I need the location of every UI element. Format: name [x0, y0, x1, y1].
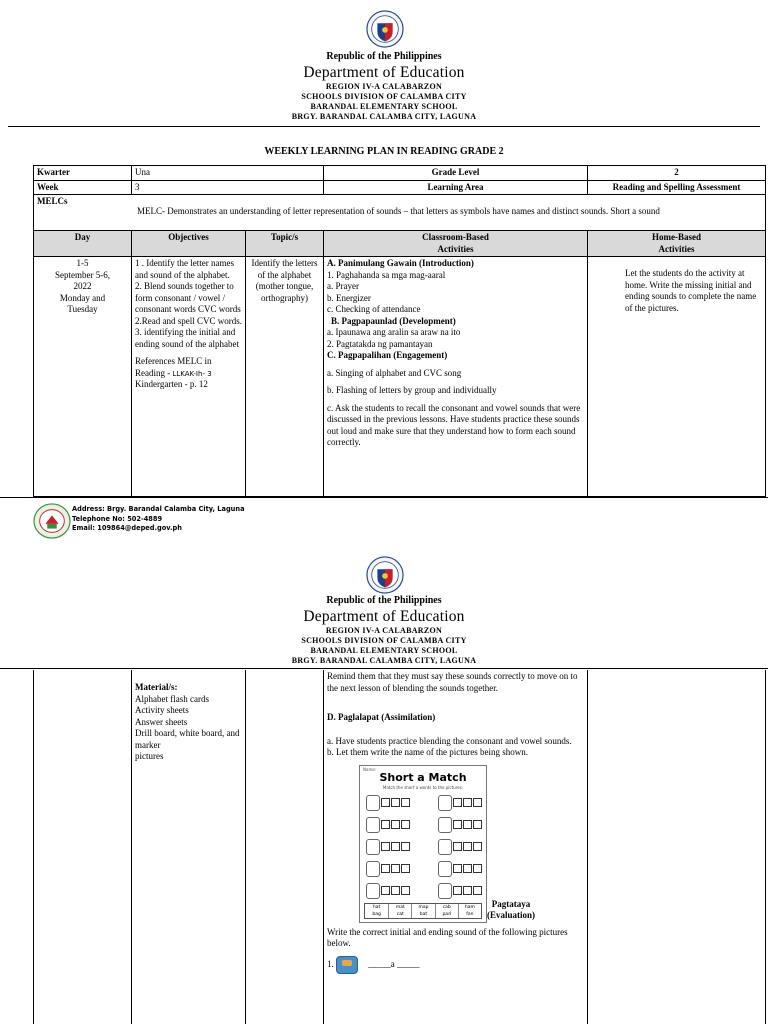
day-dates: September 5-6,	[55, 269, 110, 280]
topic-cell: Identify the letters of the alphabet (mother tongue, orthography)	[246, 257, 324, 497]
day-header: Day	[34, 231, 132, 257]
worksheet-name-line: Name:	[363, 766, 377, 772]
word-bank-item: ham	[458, 904, 481, 911]
activity-d-item-2: b. Let them write the name of the pictures being shown.	[327, 747, 528, 758]
weekly-plan-table	[33, 165, 766, 497]
day-cell-empty	[34, 670, 132, 1024]
objective-reference	[135, 356, 242, 379]
worksheet-row	[366, 814, 482, 836]
fan-picture-icon	[438, 817, 452, 833]
plan-title: WEEKLY LEARNING PLAN IN READING GRADE 2	[264, 146, 504, 157]
activity-c-item-2: b. Flashing of letters by group and individually	[327, 385, 497, 396]
word-bank-item: pad	[435, 911, 458, 918]
objective-3: 2.Read and spell CVC words.	[135, 315, 242, 326]
department-heading: Department of Education	[303, 608, 465, 625]
day-weekday-1: Monday and	[59, 292, 106, 303]
page-2	[0, 548, 768, 1024]
word-bank-item: map	[411, 904, 434, 911]
home-header-line2: Activities	[658, 243, 695, 254]
week-value: 3	[132, 180, 324, 195]
word-bank-item: cat	[388, 911, 411, 918]
school-address-heading: BRGY. BARANDAL CALAMBA CITY, LAGUNA	[291, 656, 477, 665]
melcs-label: MELCs	[37, 196, 68, 207]
activity-a-item-4: c. Checking of attendance	[327, 304, 421, 315]
week-label: Week	[34, 180, 132, 195]
day-year: 2022	[73, 281, 92, 292]
grade-value: 2	[588, 166, 766, 181]
word-bank-item: hat	[372, 904, 381, 910]
bag-picture-icon	[438, 839, 452, 855]
activity-a-item-3: b. Energizer	[327, 292, 371, 303]
materials-title: Material/s:	[135, 682, 178, 692]
home-header	[588, 231, 766, 257]
grade-label: Grade Level	[324, 166, 588, 181]
activity-a-item-2: a. Prayer	[327, 281, 359, 292]
classroom-header-line2: Activities	[437, 243, 474, 254]
reference-code: LLKAK-Ih- 3	[172, 369, 212, 378]
kwarter-value: Una	[132, 166, 324, 181]
deped-seal-icon	[366, 556, 404, 594]
objective-4: 3. identifying the initial and ending sound of the alphabet	[135, 327, 239, 349]
objectives-cell	[132, 257, 246, 497]
home-activities-cell-empty	[588, 670, 766, 1024]
objective-1: 1 . Identify the letter names and sound of the alphabet.	[135, 258, 234, 280]
material-5: pictures	[135, 751, 164, 762]
reference-text: References MELC in Reading -	[135, 356, 212, 378]
melcs-row	[34, 195, 766, 231]
worksheet-row	[366, 836, 482, 858]
material-1: Alphabet flash cards	[135, 693, 209, 704]
day-cell	[34, 257, 132, 497]
day-weekday-2: Tuesday	[67, 304, 98, 315]
republic-heading: Republic of the Philippines	[326, 595, 442, 606]
worksheet-instructions: Match the short a words to the pictures.	[382, 784, 464, 790]
cat-picture-icon	[366, 817, 380, 833]
lesson-row	[34, 257, 766, 497]
day-range: 1-5	[76, 258, 89, 269]
bat-picture-icon	[438, 795, 452, 811]
objectives-header: Objectives	[132, 231, 246, 257]
evaluation-subtitle: (Evaluation)	[487, 909, 536, 920]
activity-a-title: A. Panimulang Gawain (Introduction)	[327, 258, 474, 269]
evaluation-item-1	[327, 956, 584, 974]
department-heading: Department of Education	[303, 64, 465, 81]
school-heading: BARANDAL ELEMENTARY SCHOOL	[310, 646, 458, 655]
week-row	[34, 180, 766, 195]
division-heading: SCHOOLS DIVISION OF CALAMBA CITY	[301, 636, 467, 645]
classroom-activities-cell	[324, 257, 588, 497]
home-header-line1: Home-Based	[652, 232, 701, 243]
republic-heading: Republic of the Philippines	[326, 51, 442, 62]
worksheet-title: Short a Match	[379, 770, 467, 784]
melcs-text: MELC- Demonstrates an understanding of letter representation of sounds – that letters as symbols have names and distinct sounds. Short a sound	[137, 205, 660, 216]
school-logo-icon	[33, 503, 71, 539]
division-heading: SCHOOLS DIVISION OF CALAMBA CITY	[301, 92, 467, 101]
worksheet-word-bank	[364, 903, 482, 919]
activity-c-continued: Remind them that they must say these sounds correctly to move on to the next lesson of blending the sounds together.	[327, 671, 578, 693]
word-bank-item: bat	[411, 911, 434, 918]
worksheet-row	[366, 792, 482, 814]
worksheet-row	[366, 880, 482, 902]
evaluation-title: Pagtataya	[491, 898, 531, 909]
school-heading: BARANDAL ELEMENTARY SCHOOL	[310, 102, 458, 111]
kwarter-row	[34, 166, 766, 181]
home-activity-text: Let the students do the activity at home. Write the missing initial and ending sounds to complete the name of the pictures.	[625, 268, 757, 313]
footer-address: Address: Brgy. Barandal Calamba City, Laguna	[72, 505, 245, 513]
lesson-row-continued	[34, 670, 766, 1024]
topics-header: Topic/s	[246, 231, 324, 257]
worksheet-row	[366, 858, 482, 880]
deped-seal-icon	[366, 10, 404, 48]
school-address-heading: BRGY. BARANDAL CALAMBA CITY, LAGUNA	[291, 112, 477, 121]
materials-cell	[132, 670, 246, 1024]
page-1-bottom-rule	[0, 497, 768, 498]
word-bank-item: mat	[388, 904, 411, 911]
mat-picture-icon	[438, 883, 452, 899]
region-heading: REGION IV-A CALABARZON	[325, 626, 443, 635]
item-answer-blank: _____a _____	[368, 958, 420, 969]
word-bank-item: bag	[372, 911, 381, 917]
kwarter-label: Kwarter	[34, 166, 132, 181]
activity-b-title: B. Pagpapaunlad (Development)	[331, 315, 456, 326]
backpack-picture-icon	[336, 956, 358, 974]
home-activities-cell	[588, 257, 766, 497]
topic-cell-empty	[246, 670, 324, 1024]
activity-c-title: C. Pagpapalihan (Engagement)	[327, 350, 448, 361]
footer-contact	[72, 505, 245, 534]
activity-c-item-1: a. Singing of alphabet and CVC song	[327, 367, 462, 378]
column-header-row	[34, 231, 766, 257]
word-bank-item: fan	[458, 911, 481, 918]
classroom-header-line1: Classroom-Based	[422, 232, 489, 243]
activity-b-item-1: a. Ipaunawa ang aralin sa araw na ito	[327, 327, 461, 338]
objective-2: 2. Blend sounds together to form consonant / vowel / consonant words CVC words	[135, 281, 241, 315]
area-value: Reading and Spelling Assessment	[588, 180, 766, 195]
footer-email: Email: 109864@deped.gov.ph	[72, 524, 182, 533]
hat-picture-icon	[366, 795, 380, 811]
weekly-plan-table-continued	[33, 670, 766, 1024]
activity-d-item-1: a. Have students practice blending the consonant and vowel sounds.	[327, 735, 572, 746]
cab-picture-icon	[438, 861, 452, 877]
pad-picture-icon	[366, 883, 380, 899]
classroom-activities-cell-continued	[324, 670, 588, 1024]
evaluation-instructions: Write the correct initial and ending sound of the following pictures below.	[327, 926, 568, 949]
region-heading: REGION IV-A CALABARZON	[325, 82, 443, 91]
area-label: Learning Area	[324, 180, 588, 195]
header-divider	[0, 668, 768, 669]
worksheet-picture-grid	[366, 792, 482, 902]
reference-page: Kindergarten - p. 12	[135, 379, 208, 390]
activity-a-item-1: 1. Paghahanda sa mga mag-aaral	[327, 269, 446, 280]
word-bank-item: cab	[435, 904, 458, 911]
evaluation-heading	[487, 899, 535, 922]
activity-d-title: D. Paglalapat (Assimilation)	[327, 712, 436, 723]
footer-telephone: Telephone No: 502-4889	[72, 514, 163, 523]
map-picture-icon	[366, 861, 380, 877]
header-divider	[8, 126, 760, 127]
activity-c-item-3: c. Ask the students to recall the consonant and vowel sounds that were discussed in the previous lessons. Have students practice these sounds out loud and make sure that they understand how to form each sound correctly.	[327, 402, 581, 448]
melcs-cell	[34, 195, 766, 231]
material-2: Activity sheets	[135, 705, 189, 716]
ham-picture-icon	[366, 839, 380, 855]
classroom-header	[324, 231, 588, 257]
short-a-match-worksheet	[359, 765, 487, 923]
activity-b-item-2: 2. Pagtatakda ng pamantayan	[327, 338, 433, 349]
material-3: Answer sheets	[135, 716, 188, 727]
material-4: Drill board, white board, and marker	[135, 728, 240, 750]
item-number: 1.	[327, 958, 334, 969]
